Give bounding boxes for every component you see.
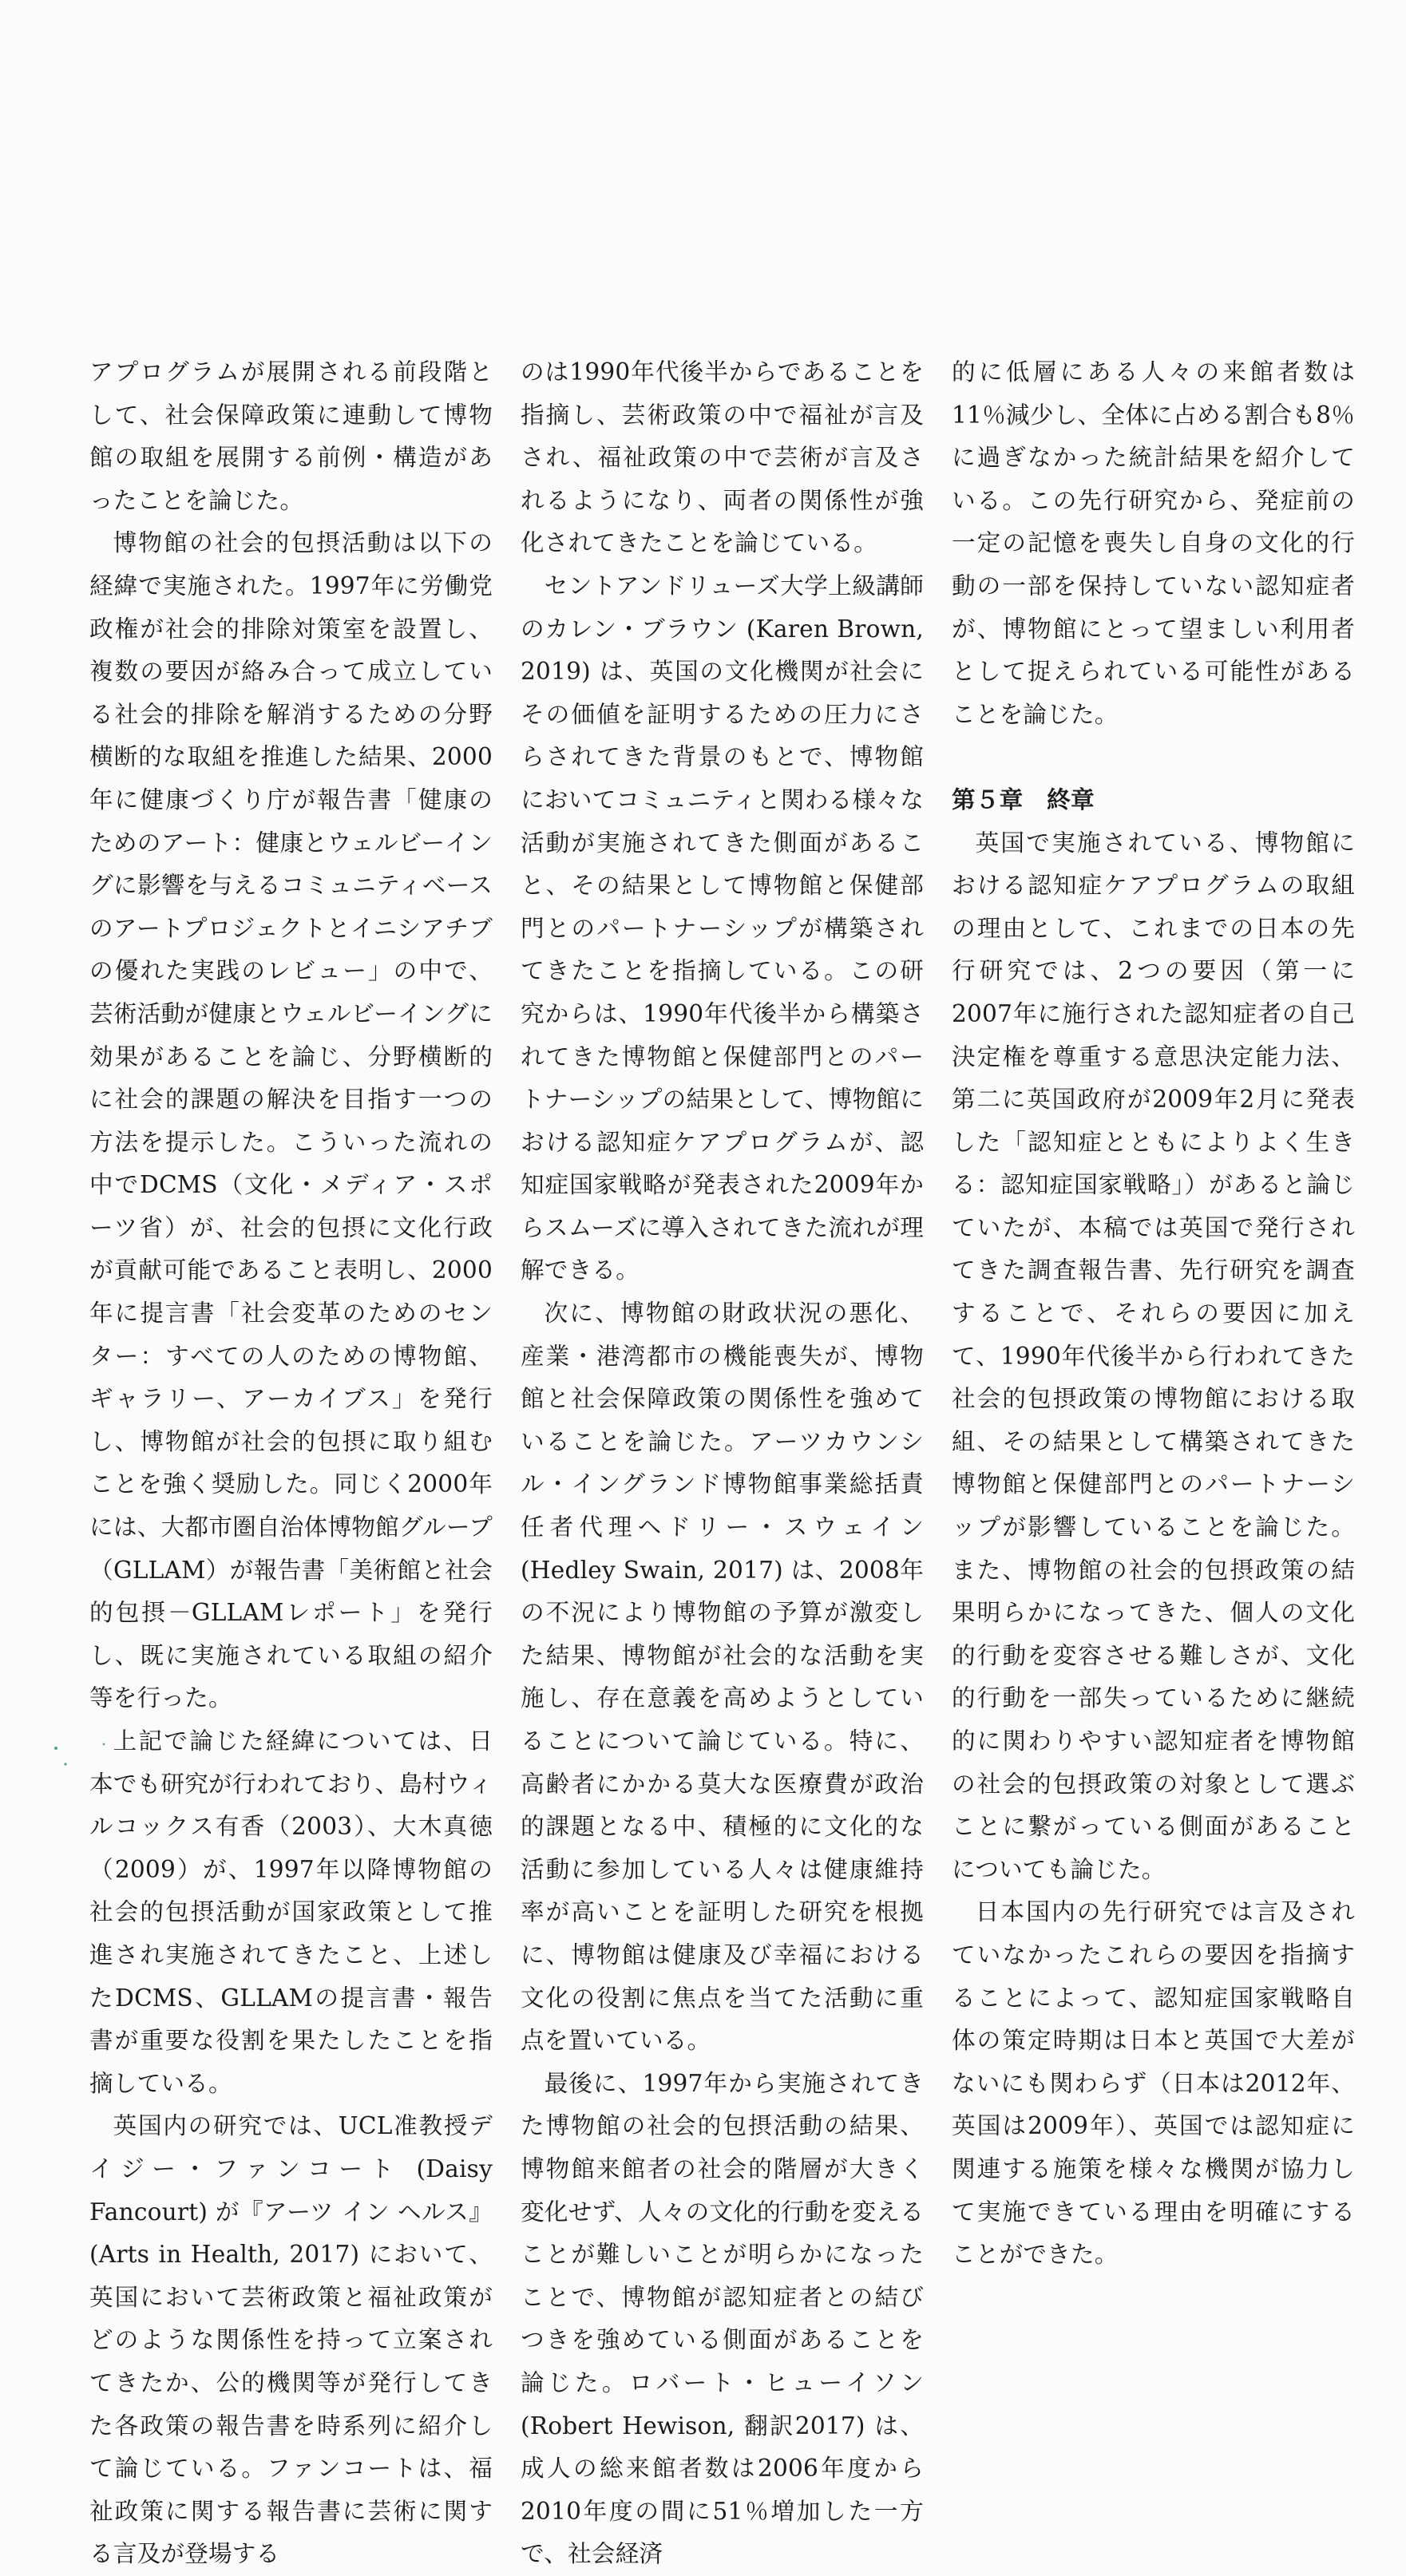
paragraph: セントアンドリューズ大学上級講師のカレン・ブラウン (Karen Brown, 2019) は、英国の文化機関が社会にその価値を証明するための圧力にさらされてきた背景のもとで、博物館においてコミュニティと関わる様々な活動が実施されてきた側面があること、その結果として博物館と保健部門とのパートナーシップが構築されてきたことを指摘している。この研究からは、1990年代後半から構築されてきた博物館と保健部門とのパートナーシップの結果として、博物館における認知症ケアプログラムが、認知症国家戦略が発表された2009年からスムーズに導入されてきた流れが理解できる。 [521,572,924,1284]
scan-speck-marks [48,1732,128,1780]
paragraph: 最後に、1997年から実施されてきた博物館の社会的包摂活動の結果、博物館来館者の社会的階層が大きく変化せず、人々の文化的行動を変えることが難しいことが明らかになったことで、博物館が認知症者との結びつきを強めている側面があることを論じた。ロバート・ヒューイソン (Robert Hewison, 翻訳2017) は、成人の総来館者数は2006年度から2010年度の間に51％増加した一方で、社会経済 [521,2069,924,2568]
paragraph: 英国で実施されている、博物館における認知症ケアプログラムの取組の理由として、これまでの日本の先行研究では、2つの要因（第一に2007年に施行された認知症者の自己決定権を尊重する意思決定能力法、第二に英国政府が2009年2月に発表した「認知症とともによりよく生きる：認知症国家戦略」）があると論じていたが、本稿では英国で発行されてきた調査報告書、先行研究を調査することで、それらの要因に加えて、1990年代後半から行われてきた社会的包摂政策の博物館における取組、その結果として構築されてきた博物館と保健部門とのパートナーシップが影響していることを論じた。また、博物館の社会的包摂政策の結果明らかになってきた、個人の文化的行動を変容させる難しさが、文化的行動を一部失っているために継続的に関わりやすい認知症者を博物館の社会的包摂政策の対象として選ぶことに繋がっている側面があることについても論じた。 [952,829,1355,1883]
paragraph: 日本国内の先行研究では言及されていなかったこれらの要因を指摘することによって、認知症国家戦略自体の策定時期は日本と英国で大差がないにも関わらず（日本は2012年、英国は2009年）、英国では認知症に関連する施策を様々な機関が協力して実施できている理由を明確にすることができた。 [952,1898,1355,2269]
text-column-1 [89,351,493,2576]
paragraph: 博物館の社会的包摂活動は以下の経緯で実施された。1997年に労働党政権が社会的排除対策室を設置し、複数の要因が絡み合って成立している社会的排除を解消するための分野横断的な取組を推進した結果、2000年に健康づくり庁が報告書「健康のためのアート：健康とウェルビーイングに影響を与えるコミュニティベースのアートプロジェクトとイニシアチブの優れた実践のレビュー」の中で、芸術活動が健康とウェルビーイングに効果があることを論じ、分野横断的に社会的課題の解決を目指す一つの方法を提示した。こういった流れの中でDCMS（文化・メディア・スポーツ省）が、社会的包摂に文化行政が貢献可能であること表明し、2000年に提言書「社会変革のためのセンター：すべての人のための博物館、ギャラリー、アーカイブス」を発行し、博物館が社会的包摂に取り組むことを強く奨励した。同じく2000年には、大都市圏自治体博物館グループ（GLLAM）が報告書「美術館と社会的包摂－GLLAMレポート」を発行し、既に実施されている取組の紹介等を行った。 [89,529,493,1712]
text-column-3 [952,351,1355,2277]
paragraph: 的に低層にある人々の来館者数は11％減少し、全体に占める割合も8％に過ぎなかった統計結果を紹介している。この先行研究から、発症前の一定の記憶を喪失し自身の文化的行動の一部を保持していない認知症者が、博物館にとって望ましい利用者として捉えられている可能性があることを論じた。 [952,358,1355,728]
paragraph: 上記で論じた経緯については、日本でも研究が行われており、島村ウィルコックス有香（2003）、大木真徳（2009）が、1997年以降博物館の社会的包摂活動が国家政策として推進され実施されてきたこと、上述したDCMS、GLLAMの提言書・報告書が重要な役割を果たしたことを指摘している。 [89,1727,493,2097]
paragraph: 英国内の研究では、UCL准教授デイジー・ファンコート (Daisy Fancourt) が『アーツ イン ヘルス』(Arts in Health, 2017) において、英国において芸術政策と福祉政策がどのような関係性を持って立案されてきたか、公的機関等が発行してきた各政策の報告書を時系列に紹介して論じている。ファンコートは、福祉政策に関する報告書に芸術に関する言及が登場する [89,2112,493,2568]
paragraph: 次に、博物館の財政状況の悪化、産業・港湾都市の機能喪失が、博物館と社会保障政策の関係性を強めていることを論じた。アーツカウンシル・イングランド博物館事業総括責任者代理ヘドリー・スウェイン (Hedley Swain, 2017) は、2008年の不況により博物館の予算が激変した結果、博物館が社会的な活動を実施し、存在意義を高めようとしていることについて論じている。特に、高齢者にかかる莫大な医療費が政治的課題となる中、積極的に文化的な活動に参加している人々は健康維持率が高いことを証明した研究を根拠に、博物館は健康及び幸福における文化の役割に焦点を当てた活動に重点を置いている。 [521,1300,924,2055]
paragraph: のは1990年代後半からであることを指摘し、芸術政策の中で福祉が言及され、福祉政策の中で芸術が言及されるようになり、両者の関係性が強化されてきたことを論じている。 [521,358,924,557]
paragraph: アプログラムが展開される前段階として、社会保障政策に連動して博物館の取組を展開する前例・構造があったことを論じた。 [89,358,493,514]
section-heading: 第５章 終章 [952,785,1095,813]
text-column-2 [521,351,924,2576]
